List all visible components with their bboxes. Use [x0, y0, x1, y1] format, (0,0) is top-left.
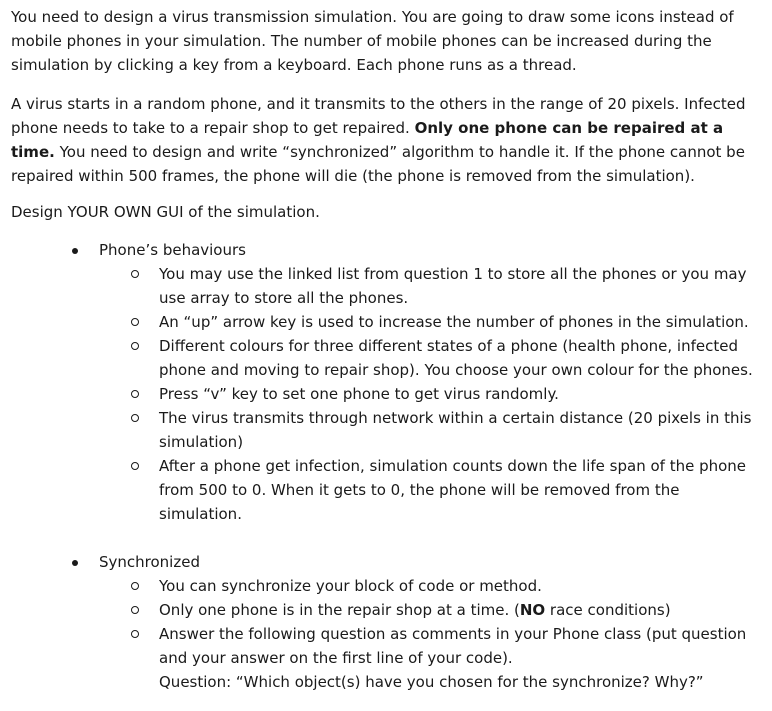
list-item	[11, 310, 763, 334]
gui-paragraph: Design YOUR OWN GUI of the simulation.	[11, 203, 320, 221]
list-item-text-tail: race conditions)	[545, 601, 671, 619]
intro-paragraph: You need to design a virus transmission simulation. You are going to draw some icons instead of mobile phones in your simulation. The number of mobile phones can be increased during the simulation by clicking a key from a keyboard. Each phone runs as a thread.	[11, 8, 734, 74]
bullet-icon	[72, 248, 78, 254]
virus-paragraph-text-b: You need to design and write “synchronized” algorithm to handle it. If the phone cannot be repaired within 500 frames, the phone will die (the phone is removed from the simulation).	[11, 143, 745, 185]
circle-bullet-icon	[131, 270, 139, 278]
document-page	[11, 5, 763, 694]
list-item-text: The virus transmits through network within a certain distance (20 pixels in this simulation)	[159, 409, 752, 451]
requirements-list-2	[11, 550, 763, 694]
list-item-text: Press “v” key to set one phone to get virus randomly.	[159, 385, 559, 403]
list-item-text: After a phone get infection, simulation counts down the life span of the phone from 500 to 0. When it gets to 0, the phone will be removed from the simulation.	[159, 457, 747, 523]
circle-bullet-icon	[131, 390, 139, 398]
list-item-text: An “up” arrow key is used to increase the number of phones in the simulation.	[159, 313, 749, 331]
list-item	[11, 382, 763, 406]
list-item-text: You can synchronize your block of code or method.	[159, 577, 542, 595]
list-item-text: Only one phone is in the repair shop at a time. (	[159, 601, 520, 619]
list-item-text: Answer the following question as comments in your Phone class (put question and your answer on the first line of your code).	[159, 625, 747, 667]
circle-bullet-icon	[131, 630, 139, 638]
section-heading: Synchronized	[99, 553, 200, 571]
circle-bullet-icon	[131, 342, 139, 350]
list-item-text: You may use the linked list from question 1 to store all the phones or you may use array to store all the phones.	[159, 265, 747, 307]
circle-bullet-icon	[131, 462, 139, 470]
list-item	[11, 574, 763, 598]
circle-bullet-icon	[131, 606, 139, 614]
requirements-list	[11, 238, 763, 526]
virus-paragraph-text-a: A virus starts in a random phone, and it transmits to the others in the range of 20 pixels. Infected phone needs to take to a repair shop to get repaired.	[11, 95, 746, 137]
list-item	[11, 406, 763, 454]
synchronized-list	[11, 574, 763, 694]
list-item-bold: NO	[519, 601, 546, 619]
section-phone-behaviours	[11, 238, 763, 526]
section-heading: Phone’s behaviours	[99, 241, 246, 259]
list-item	[11, 262, 763, 310]
circle-bullet-icon	[131, 414, 139, 422]
virus-paragraph	[11, 92, 763, 188]
list-item	[11, 622, 763, 694]
virus-paragraph-bold: Only one phone can be repaired at a time.	[11, 119, 724, 161]
list-item	[11, 598, 763, 622]
phone-behaviours-list	[11, 262, 763, 526]
list-item	[11, 454, 763, 526]
circle-bullet-icon	[131, 318, 139, 326]
bullet-icon	[72, 560, 78, 566]
question-text: Question: “Which object(s) have you chosen for the synchronize? Why?”	[159, 673, 704, 691]
circle-bullet-icon	[131, 582, 139, 590]
section-synchronized	[11, 550, 763, 694]
list-item	[11, 334, 763, 382]
list-item-text: Different colours for three different states of a phone (health phone, infected phone and moving to repair shop). You choose your own colour for the phones.	[159, 337, 753, 379]
